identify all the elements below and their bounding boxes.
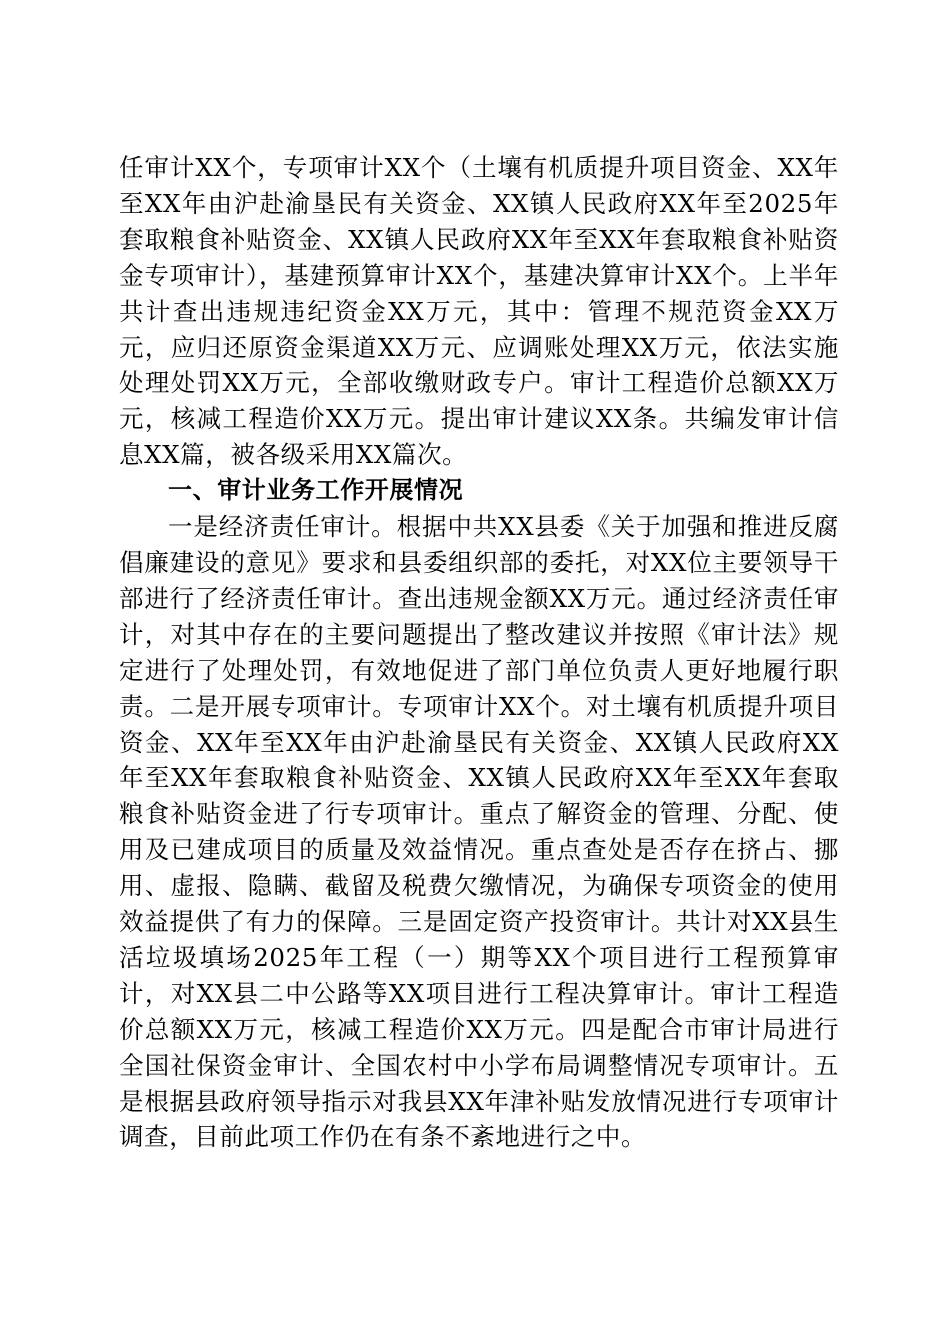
section-heading: 一、审计业务工作开展情况 — [168, 476, 464, 505]
body-paragraph-1: 任审计XX个，专项审计XX个（土壤有机质提升项目资金、XX年至XX年由沪赴渝垦民有关资金、XX镇人民政府XX年至2025年套取粮食补贴资金、XX镇人民政府XX年至XX年套取粮食补贴资金专项审计），基建预算审计XX个，基建决算审计XX个。上半年共计查出违规违纪资金XX万元，其中：管理不规范资金XX万元，应归还原资金渠道XX万元、应调账处理XX万元，依法实施处理处罚XX万元，全部收缴财政专户。审计工程造价总额XX万元，核减工程造价XX万元。提出审计建议XX条。共编发审计信息XX篇，被各级采用XX篇次。 — [119, 153, 839, 470]
body-paragraph-2: 一是经济责任审计。根据中共XX县委《关于加强和推进反腐倡廉建设的意见》要求和县委组织部的委托，对XX位主要领导干部进行了经济责任审计。查出违规金额XX万元。通过经济责任审计，对其中存在的主要问题提出了整改建议并按照《审计法》规定进行了处理处罚，有效地促进了部门单位负责人更好地履行职责。二是开展专项审计。专项审计XX个。对土壤有机质提升项目资金、XX年至XX年由沪赴渝垦民有关资金、XX镇人民政府XX年至XX年套取粮食补贴资金、XX镇人民政府XX年至XX年套取粮食补贴资金进了行专项审计。重点了解资金的管理、分配、使用及已建成项目的质量及效益情况。重点查处是否存在挤占、挪用、虚报、隐瞒、截留及税费欠缴情况，为确保专项资金的使用效益提供了有力的保障。三是固定资产投资审计。共计对XX县生活垃圾填场2025年工程（一）期等XX个项目进行工程预算审计，对XX县二中公路等XX项目进行工程决算审计。审计工程造价总额XX万元，核减工程造价XX万元。四是配合市审计局进行全国社保资金审计、全国农村中小学布局调整情况专项审计。五是根据县政府领导指示对我县XX年津补贴发放情况进行专项审计调查，目前此项工作仍在有条不紊地进行之中。 — [119, 512, 839, 1152]
document-body — [119, 150, 839, 1155]
